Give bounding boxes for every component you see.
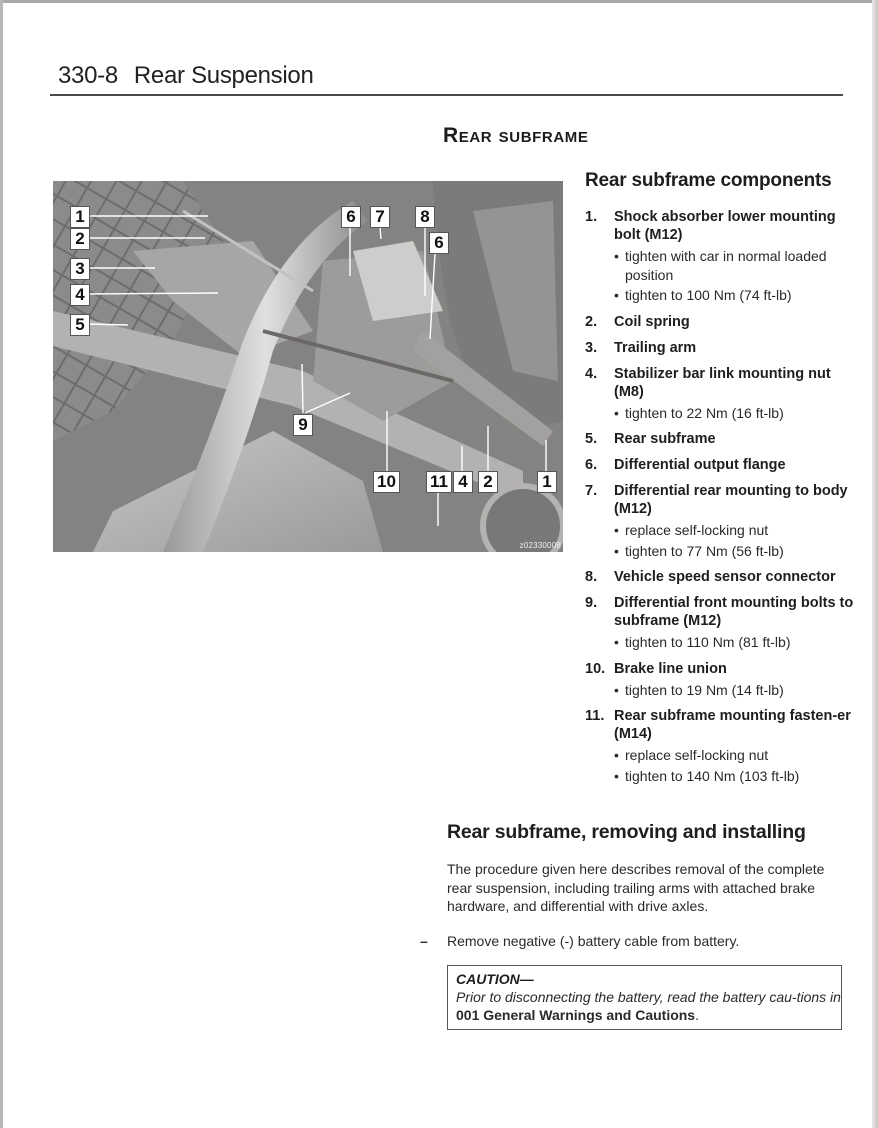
- caution-title: CAUTION—: [456, 971, 534, 987]
- components-section: [585, 170, 855, 793]
- page-right-edge: [872, 0, 878, 1128]
- component-notes: [614, 521, 855, 560]
- component-number: 9.: [585, 595, 598, 611]
- component-name: Shock absorber lower mounting bolt (M12): [614, 209, 836, 243]
- component-name: Differential output flange: [614, 457, 786, 473]
- caution-body: [456, 988, 841, 1024]
- component-name: Coil spring: [614, 313, 690, 330]
- component-notes: [614, 746, 855, 785]
- component-number: 10.: [585, 660, 606, 677]
- component-number: 3.: [585, 339, 598, 356]
- components-title: Rear subframe components: [585, 170, 832, 191]
- component-number: 11.: [585, 708, 605, 724]
- component-name: Trailing arm: [614, 339, 697, 356]
- component-item: [585, 208, 855, 305]
- component-name: Vehicle speed sensor connector: [614, 569, 836, 585]
- component-name: Differential front mounting bolts to subframe (M12): [614, 595, 854, 629]
- component-number: 4.: [585, 365, 598, 382]
- callout-2-bottom: 2: [478, 471, 498, 493]
- header-rule: [50, 94, 843, 96]
- component-number: 5.: [585, 431, 598, 447]
- component-name: Stabilizer bar link mounting nut (M8): [614, 365, 831, 400]
- component-item: [585, 482, 855, 560]
- component-note: • tighten with car in normal loaded position: [614, 247, 855, 284]
- callout-10: 10: [373, 471, 400, 493]
- page-left-edge: [0, 0, 3, 1128]
- page-number: 330-8: [58, 62, 118, 89]
- page-top-edge: [0, 0, 878, 3]
- callout-9: 9: [293, 414, 313, 436]
- caution-text: Prior to disconnecting the battery, read the battery cau-tions in: [456, 989, 841, 1005]
- leader-line-4: [85, 293, 218, 294]
- callout-1: 1: [70, 206, 90, 228]
- figure-code: z02330008: [519, 541, 561, 550]
- rear-subframe-photo: [53, 181, 563, 552]
- component-notes: [614, 247, 855, 305]
- component-note: • tighten to 22 Nm (16 ft-lb): [614, 404, 855, 423]
- leader-line-5: [85, 324, 128, 325]
- caution-box: [447, 965, 842, 1030]
- component-note: • tighten to 100 Nm (74 ft-lb): [614, 286, 855, 305]
- component-notes: [614, 633, 855, 652]
- callout-1-bottom: 1: [537, 471, 557, 493]
- component-number: 1.: [585, 209, 598, 225]
- callout-11: 11: [426, 471, 452, 493]
- component-item: [585, 430, 855, 448]
- component-note: • tighten to 140 Nm (103 ft-lb): [614, 767, 855, 786]
- callout-6-right: 6: [429, 232, 449, 254]
- caution-reference-link[interactable]: 001 General Warnings and Cautions: [456, 1007, 696, 1023]
- callout-6-left: 6: [341, 206, 361, 228]
- callout-4-bottom: 4: [453, 471, 473, 493]
- chapter-title: Rear Suspension: [133, 62, 314, 89]
- callout-5: 5: [70, 314, 90, 336]
- callout-8: 8: [415, 206, 435, 228]
- procedure-intro: The procedure given here describes removal of the complete rear suspension, including trailing arms with attached brake hardware, and differential with drive axles.: [447, 861, 825, 914]
- leader-line-9b: [305, 393, 350, 413]
- component-number: 2.: [585, 313, 598, 330]
- component-item: [585, 365, 855, 423]
- step-dash-marker: –: [420, 933, 428, 949]
- components-list: [585, 208, 855, 785]
- component-note: • tighten to 77 Nm (56 ft-lb): [614, 542, 855, 561]
- component-note: • replace self-locking nut: [614, 521, 855, 540]
- caution-period: .: [695, 1007, 699, 1023]
- section-title: Rear subframe: [443, 124, 589, 147]
- procedure-title: Rear subframe, removing and installing: [447, 821, 806, 843]
- callout-3: 3: [70, 258, 90, 280]
- running-head: [58, 62, 314, 90]
- component-number: 8.: [585, 569, 598, 585]
- callout-4: 4: [70, 284, 90, 306]
- component-name: Differential rear mounting to body (M12): [614, 483, 848, 517]
- component-item: [585, 660, 855, 700]
- callout-7: 7: [370, 206, 390, 228]
- component-item: [585, 707, 855, 785]
- component-item: [585, 313, 855, 331]
- step-text: Remove negative (-) battery cable from battery.: [447, 933, 740, 949]
- leader-line-7: [380, 227, 381, 239]
- component-note: • replace self-locking nut: [614, 746, 855, 765]
- component-note: • tighten to 110 Nm (81 ft-lb): [614, 633, 855, 652]
- callout-leader-lines: [53, 181, 563, 552]
- component-notes: [614, 681, 855, 700]
- leader-line-6-right: [430, 253, 435, 339]
- component-name: Rear subframe: [614, 431, 716, 447]
- component-item: [585, 594, 855, 652]
- component-note: • tighten to 19 Nm (14 ft-lb): [614, 681, 855, 700]
- component-item: [585, 456, 855, 474]
- component-item: [585, 568, 855, 586]
- component-item: [585, 339, 855, 357]
- callout-2: 2: [70, 228, 90, 250]
- component-name: Brake line union: [614, 660, 727, 677]
- component-notes: [614, 404, 855, 423]
- component-number: 7.: [585, 483, 598, 499]
- leader-line-9a: [302, 364, 303, 413]
- component-name: Rear subframe mounting fasten-er (M14): [614, 708, 851, 742]
- component-number: 6.: [585, 457, 598, 473]
